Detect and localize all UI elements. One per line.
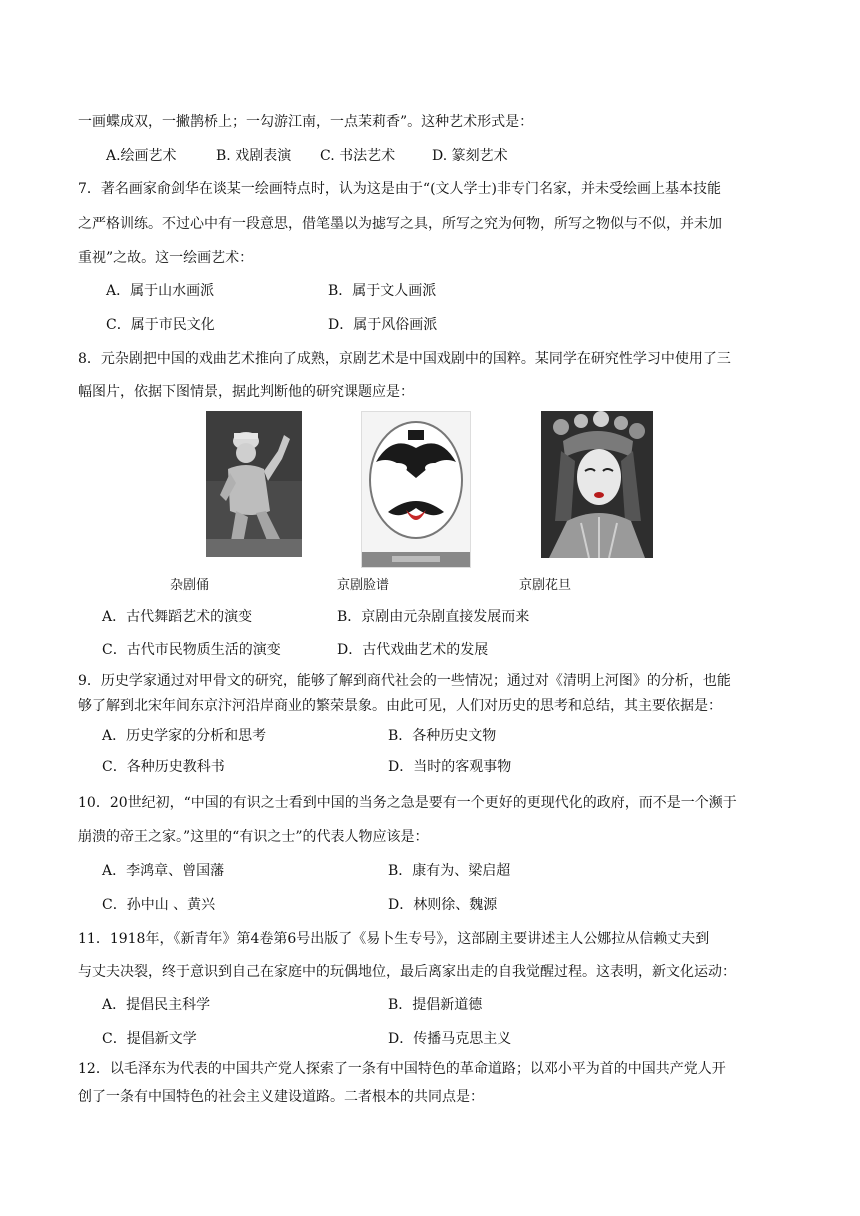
- q11-option-c[interactable]: C．提倡新文学: [102, 1031, 197, 1047]
- q10-option-a[interactable]: A．李鸿章、曾国藩: [102, 863, 225, 879]
- zaju-figurine-image: [206, 411, 302, 557]
- q7-stem-line-2: 之严格训练。不过心中有一段意思，借笔墨以为摅写之具，所写之究为何物，所写之物似与不似，并未加: [78, 216, 722, 232]
- q10-option-c[interactable]: C．孙中山 、黄兴: [102, 897, 216, 913]
- q8-stem-line-1: 8．元杂剧把中国的戏曲艺术推向了成熟，京剧艺术是中国戏剧中的国粹。某同学在研究性学习中使用了三: [78, 351, 731, 367]
- q9-stem-line-1: 9．历史学家通过对甲骨文的研究，能够了解到商代社会的一些情况；通过对《清明上河图》的分析，也能: [78, 673, 731, 689]
- caption-huadan: 京剧花旦: [519, 578, 572, 593]
- q8-option-d[interactable]: D．古代戏曲艺术的发展: [337, 642, 489, 658]
- q9-option-d[interactable]: D．当时的客观事物: [388, 759, 512, 775]
- q11-option-d[interactable]: D．传播马克思主义: [388, 1031, 512, 1047]
- q12-stem-line-2: 创了一条有中国特色的社会主义建设道路。二者根本的共同点是：: [78, 1089, 484, 1105]
- q11-option-b[interactable]: B．提倡新道德: [388, 997, 483, 1013]
- q11-stem-line-1: 11．1918年，《新青年》第4卷第6号出版了《易卜生专号》，这部剧主要讲述主人公娜拉从信赖丈夫到: [78, 931, 710, 947]
- q6-option-b[interactable]: B. 戏剧表演: [216, 148, 292, 164]
- q7-option-a[interactable]: A．属于山水画派: [106, 283, 215, 299]
- q7-option-c[interactable]: C．属于市民文化: [106, 317, 215, 333]
- huadan-image: [541, 411, 653, 558]
- caption-opera-mask: 京剧脸谱: [337, 578, 390, 593]
- q11-stem-line-2: 与丈夫决裂，终于意识到自己在家庭中的玩偶地位，最后离家出走的自我觉醒过程。这表明，新文化运动：: [78, 964, 736, 980]
- q9-option-c[interactable]: C．各种历史教科书: [102, 759, 225, 775]
- q7-stem-line-3: 重视”之故。这一绘画艺术：: [78, 250, 254, 266]
- q9-option-a[interactable]: A．历史学家的分析和思考: [102, 728, 267, 744]
- q8-option-c[interactable]: C．古代市民物质生活的演变: [102, 642, 281, 658]
- q9-stem-line-2: 够了解到北宋年间东京汴河沿岸商业的繁荣景象。由此可见，人们对历史的思考和总结，其主要依据是：: [78, 698, 722, 714]
- q8-option-b[interactable]: B．京剧由元杂剧直接发展而来: [337, 609, 530, 625]
- q12-stem-line-1: 12．以毛泽东为代表的中国共产党人探索了一条有中国特色的革命道路；以邓小平为首的中国共产党人开: [78, 1061, 726, 1077]
- q7-option-b[interactable]: B．属于文人画派: [328, 283, 437, 299]
- peking-opera-mask-image: [361, 411, 471, 568]
- caption-zaju-figurine: 杂剧俑: [170, 578, 210, 593]
- q6-option-d[interactable]: D. 篆刻艺术: [432, 148, 508, 164]
- q11-option-a[interactable]: A．提倡民主科学: [102, 997, 211, 1013]
- q9-option-b[interactable]: B．各种历史文物: [388, 728, 497, 744]
- q6-stem-tail: 一画蝶成双，一撇鹊桥上；一勾游江南，一点茉莉香”。这种艺术形式是：: [78, 114, 534, 130]
- q6-options: [106, 146, 508, 166]
- q10-option-b[interactable]: B．康有为、梁启超: [388, 863, 511, 879]
- q8-option-a[interactable]: A．古代舞蹈艺术的演变: [102, 609, 253, 625]
- q8-stem-line-2: 幅图片，依据下图情景，据此判断他的研究课题应是：: [78, 384, 414, 400]
- q7-option-d[interactable]: D．属于风俗画派: [328, 317, 438, 333]
- q10-stem-line-1: 10．20世纪初，“中国的有识之士看到中国的当务之急是要有一个更好的更现代化的政府，而不是一个濒于: [78, 795, 737, 811]
- q6-option-c[interactable]: C. 书法艺术: [320, 148, 396, 164]
- q10-option-d[interactable]: D．林则徐、魏源: [388, 897, 498, 913]
- q7-stem-line-1: 7．著名画家俞剑华在谈某一绘画特点时，认为这是由于“(文人学士)非专门名家，并未受绘画上基本技能: [78, 181, 721, 197]
- q6-option-a[interactable]: A.绘画艺术: [106, 148, 177, 164]
- q10-stem-line-2: 崩溃的帝王之家。”这里的“有识之士”的代表人物应该是：: [78, 829, 429, 845]
